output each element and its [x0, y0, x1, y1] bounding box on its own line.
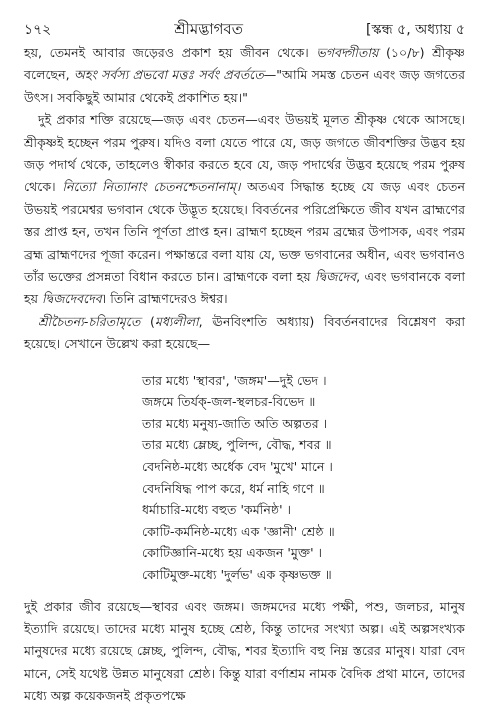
verse-line: কোটি-কর্মনিষ্ঠ-মধ্যে এক 'জ্ঞানী' শ্রেষ্ঠ ॥	[142, 523, 335, 539]
paragraph-1	[24, 42, 465, 109]
verse-line: কোটিমুক্ত-মধ্যে 'দুর্লভ' এক কৃষ্ণভক্ত ॥	[142, 567, 332, 583]
italic-span: দ্বিজদেব	[315, 269, 357, 285]
text-span: দুই প্রকার শক্তি রয়েছে—জড় এবং চেতন—এবং উভয়ই মূলত শ্রীকৃষ্ণ থেকে আসছে। শ্রীকৃষ্ণই হচ্ছেন পরম পুরুষ। যদিও বলা যেতে পারে যে, জড় জগতে জীবশক্তির উদ্ভব হয় জড় পদার্থ থেকে, তাহলেও স্বীকার করতে হবে যে, জড় পদার্থের উদ্ভব হয়েছে পরম পুরুষ থেকে।	[24, 112, 465, 195]
chapter-reference: [স্কন্ধ ৫, অধ্যায় ৫	[366, 22, 465, 38]
verse-line: তার মধ্যে ম্লেচ্ছ, পুলিন্দ, বৌদ্ধ, শবর ॥	[142, 437, 332, 453]
running-header	[24, 18, 465, 42]
verse-line: তার মধ্যে 'স্থাবর', 'জঙ্গম'—দুই ভেদ ।	[142, 372, 327, 388]
paragraph-4	[24, 596, 465, 708]
text-span: , ঊনবিংশতি অধ্যায়) বিবর্তনবাদের বিশ্লেষণ করা হয়েছে। সেখানে উল্লেখ করা হয়েছে—	[24, 313, 465, 352]
italic-span: নিত্যো নিত্যানাং চেতনশ্চেতনানাম্।	[62, 179, 241, 195]
verse-line: কোটিজ্ঞানি-মধ্যে হয় একজন 'মুক্ত' ।	[142, 545, 323, 561]
italic-span: মধ্যলীলা	[154, 313, 199, 329]
verse-line: তার মধ্যে মনুষ্য-জাতি অতি অল্পতর ।	[142, 415, 328, 431]
verse-block	[142, 370, 465, 586]
verse-line: বেদনিষ্ঠ-মধ্যে অর্ধেক বেদ 'মুখে' মানে ।	[142, 459, 333, 475]
italic-span: ভগবদ্গীতায়	[316, 45, 379, 60]
verse-line: বেদনিষিদ্ধ পাপ করে, ধর্ম নাহি গণে ॥	[142, 480, 325, 496]
verse-line: ধর্মাচারি-মধ্যে বহুত 'কর্মনিষ্ঠ' ।	[142, 502, 292, 518]
text-span: , এবং ভগবানকে বলা হয়	[24, 269, 465, 307]
text-span: —"আমি সমস্ত চেতন এবং জড় জগতের উৎস। সবকিছুই আমার থেকেই প্রকাশিত হয়।"	[24, 67, 465, 105]
text-span: (	[140, 313, 155, 329]
text-span: (১০/৮) শ্রীকৃষ্ণ বলেছেন,	[24, 45, 465, 83]
text-span: । তিনি ব্রাহ্মণদেরও ঈশ্বর।	[101, 291, 228, 307]
book-title: শ্রীমদ্ভাগবত	[174, 20, 244, 38]
italic-span: শ্রীচৈতন্য-চরিতামৃতে	[38, 313, 141, 329]
text-span: অতএব সিদ্ধান্ত হচ্ছে যে জড় এবং চেতন উভয়ই পরমেশ্বর ভগবান থেকে উদ্ভূত হয়েছে। বিবর্তনের পরিপ্রেক্ষিতে জীব যখন ব্রাহ্মণের স্তর প্রাপ্ত হন, তখন তিনি পূর্ণতা প্রাপ্ত হন। ব্রাহ্মণ হচ্ছেন পরম ব্রহ্মের উপাসক, এবং পরম ব্রহ্ম ব্রাহ্মণদের পূজা করেন। পক্ষান্তরে বলা যায় যে, ভক্ত ভগবানের অধীন, এবং ভগবানও তাঁর ভক্তের প্রসন্নতা বিধান করতে চান। ব্রাহ্মণকে বলা হয়	[24, 179, 466, 285]
text-span: দুই প্রকার জীব রয়েছে—স্থাবর এবং জঙ্গম। জঙ্গমদের মধ্যে পক্ষী, পশু, জলচর, মানুষ ইত্যাদি রয়েছে। তাদের মধ্যে মানুষ হচ্ছে শ্রেষ্ঠ, কিন্তু তাদের সংখ্যা অল্প। এই অল্পসংখ্যক মানুষদের মধ্যে রয়েছে ম্লেচ্ছ, পুলিন্দ, বৌদ্ধ, শবর ইত্যাদি বহু নিম্ন স্তরের মানুষ। যারা বেদ মানে, সেই যথেষ্ট উন্নত মানুষেরা শ্রেষ্ঠ। কিন্তু যারা বর্ণাশ্রম নামক বৈদিক প্রথা মানে, তাদের মধ্যে অল্প কয়েকজনই প্রকৃতপক্ষে	[24, 598, 466, 704]
italic-span: দ্বিজদেবদেব	[42, 291, 102, 307]
paragraph-2	[24, 109, 465, 311]
verse-line: জঙ্গমে তির্যক্-জল-স্থলচর-বিভেদ ॥	[142, 394, 316, 410]
page-number: ১৭২	[24, 22, 52, 38]
paragraph-3	[24, 311, 465, 356]
italic-span: অহং সর্বস্য প্রভবো মত্তঃ সর্বং প্রবর্ততে	[73, 67, 264, 83]
text-span: হয়, তেমনই আবার জড়েরও প্রকাশ হয় জীবন থেকে।	[24, 45, 317, 60]
